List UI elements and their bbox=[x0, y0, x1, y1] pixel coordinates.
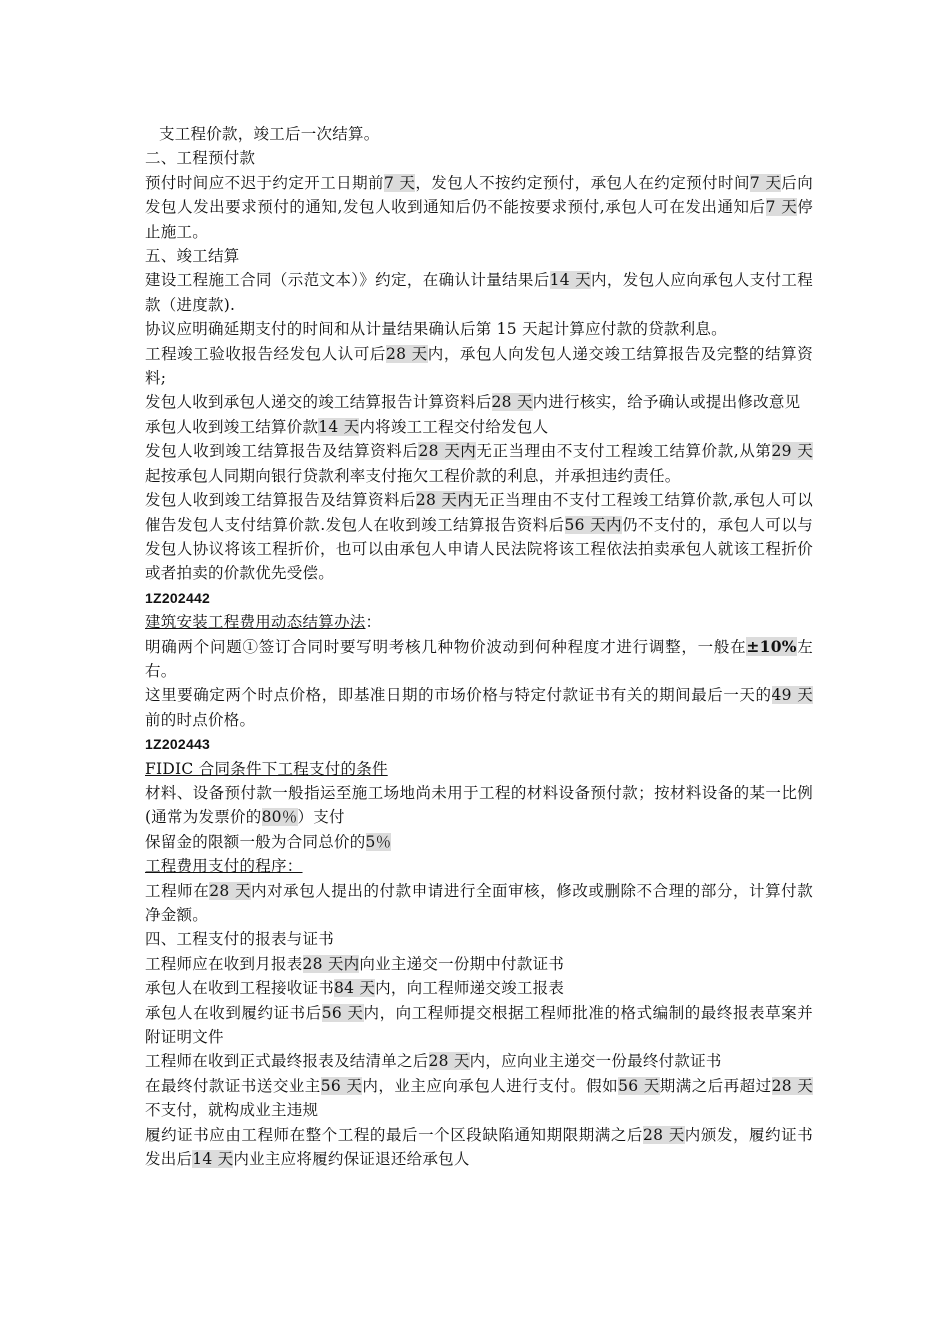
highlighted-value: 7 天 bbox=[765, 198, 798, 217]
text-run: 建设工程施工合同（示范文本）》约定，在确认计量结果后 bbox=[145, 271, 550, 290]
highlighted-value: 28 天内 bbox=[418, 442, 477, 461]
text-run: 这里要确定两个时点价格，即基准日期的市场价格与特定付款证书有关的期间最后一天的 bbox=[145, 686, 772, 705]
paragraph bbox=[145, 146, 813, 170]
highlighted-value: 49 天 bbox=[771, 686, 813, 705]
underlined-heading: FIDIC 合同条件下工程支付的条件 bbox=[145, 759, 388, 778]
text-run: 承包人收到竣工结算价款 bbox=[145, 417, 319, 436]
text-run: 承包人在收到履约证书后 bbox=[145, 1003, 322, 1022]
text-run: 内进行核实，给予确认或提出修改意见 bbox=[532, 393, 801, 412]
document-body bbox=[145, 122, 813, 1171]
text-run: 协议应明确延期支付的时间和从计量结果确认后第 15 天起计算应付款的贷款利息。 bbox=[145, 320, 727, 339]
paragraph bbox=[145, 757, 813, 781]
text-run: 1Z202443 bbox=[145, 736, 211, 753]
section-code bbox=[145, 732, 813, 756]
highlighted-value: 14 天 bbox=[549, 271, 592, 290]
highlighted-value: 84 天 bbox=[334, 979, 376, 998]
text-run: 1Z202442 bbox=[145, 589, 211, 606]
text-run: 发包人收到竣工结算报告及结算资料后 bbox=[145, 491, 416, 510]
paragraph bbox=[145, 1074, 813, 1123]
text-run: 工程师在 bbox=[145, 881, 210, 900]
text-run: 期满之后再超过 bbox=[659, 1076, 772, 1095]
text-run: 内对承包人提出的付款申请进行全面审核，修改或删除不合理的部分，计算付款净金额。 bbox=[145, 881, 813, 924]
paragraph bbox=[145, 854, 813, 878]
paragraph bbox=[145, 342, 813, 391]
section-code bbox=[145, 586, 813, 610]
text-run: 四、工程支付的报表与证书 bbox=[145, 930, 335, 949]
paragraph bbox=[145, 488, 813, 586]
text-run: 仍不支付的，承包人可以与发包人协议将该工程折价，也可以由承包人申请人民法院将该工程依法拍卖承包人就该工程折价或者拍卖的价款优先受偿。 bbox=[145, 515, 813, 583]
paragraph bbox=[145, 830, 813, 854]
highlighted-value: 56 天内 bbox=[564, 515, 622, 534]
highlighted-value: ±10% bbox=[746, 636, 797, 656]
paragraph bbox=[145, 976, 813, 1000]
text-run: 工程师应在收到月报表 bbox=[145, 954, 303, 973]
highlighted-value: 28 天 bbox=[428, 1052, 470, 1071]
text-run: 承包人在收到工程接收证书 bbox=[145, 979, 335, 998]
highlighted-value: 7 天 bbox=[749, 173, 782, 192]
paragraph bbox=[145, 171, 813, 244]
text-run: 履约证书应由工程师在整个工程的最后一个区段缺陷通知期限期满之后 bbox=[145, 1125, 643, 1144]
text-run: ，发包人不按约定预付，承包人在约定预付时间 bbox=[415, 173, 750, 192]
paragraph bbox=[145, 879, 813, 928]
highlighted-value: 80％ bbox=[261, 808, 298, 827]
highlighted-value: 28 天 bbox=[643, 1125, 685, 1144]
text-run: 发包人收到承包人递交的竣工结算报告计算资料后 bbox=[145, 393, 492, 412]
text-run: 内业主应将履约保证退还给承包人 bbox=[233, 1150, 470, 1169]
text-run: 向业主递交一份期中付款证书 bbox=[359, 954, 565, 973]
text-run: 预付时间应不迟于约定开工日期前 bbox=[145, 173, 384, 192]
text-run: 内，发包人应向承包人支付工程款（进度款). bbox=[145, 271, 813, 314]
paragraph bbox=[145, 439, 813, 488]
highlighted-value: 28 天 bbox=[385, 344, 428, 363]
paragraph bbox=[145, 317, 813, 341]
text-run: 不支付，就构成业主违规 bbox=[145, 1101, 319, 1120]
text-run: 在最终付款证书送交业主 bbox=[145, 1076, 321, 1095]
highlighted-value: 14 天 bbox=[192, 1150, 234, 1169]
text-run: ）支付 bbox=[297, 808, 345, 827]
paragraph bbox=[145, 268, 813, 317]
paragraph bbox=[145, 1001, 813, 1050]
text-run: 内，承包人向发包人递交竣工结算报告及完整的结算资料; bbox=[145, 344, 813, 388]
text-run: 无正当理由不支付工程竣工结算价款,承包人可以催告发包人支付结算价款.发包人在收到竣工结算报告资料后 bbox=[145, 491, 813, 534]
highlighted-value: 29 天 bbox=[771, 442, 813, 461]
text-run: 停止施工。 bbox=[145, 198, 814, 241]
text-run: 二、工程预付款 bbox=[145, 149, 256, 168]
paragraph bbox=[145, 1123, 813, 1172]
highlighted-value: 28 天 bbox=[771, 1076, 813, 1095]
paragraph bbox=[145, 122, 813, 146]
text-run: 左右。 bbox=[145, 637, 813, 680]
paragraph bbox=[145, 415, 813, 439]
text-run: 明确两个问题①签订合同时要写明考核几种物价波动到何种程度才进行调整，一般在 bbox=[145, 637, 747, 656]
highlighted-value: 14 天 bbox=[318, 417, 360, 436]
highlighted-value: 28 天 bbox=[491, 393, 533, 412]
highlighted-value: 28 天内 bbox=[302, 954, 360, 973]
paragraph bbox=[145, 927, 813, 951]
highlighted-value: 5％ bbox=[365, 832, 392, 851]
highlighted-value: 28 天 bbox=[209, 881, 252, 900]
text-run: 无正当理由不支付工程竣工结算价款,从第 bbox=[476, 442, 772, 461]
text-run: 后向发包人发出要求预付的通知,发包人收到通知后仍不能按要求预付,承包人可在发出通知后 bbox=[145, 173, 813, 217]
highlighted-value: 56 天 bbox=[618, 1076, 660, 1095]
highlighted-value: 7 天 bbox=[383, 173, 416, 192]
text-run: 内颁发，履约证书发出后 bbox=[145, 1125, 813, 1169]
text-run: 五、竣工结算 bbox=[145, 247, 240, 266]
text-run: 内，向工程师递交竣工报表 bbox=[375, 979, 565, 998]
text-run: 内，应向业主递交一份最终付款证书 bbox=[469, 1052, 722, 1071]
text-run: 支工程价款，竣工后一次结算。 bbox=[159, 125, 380, 143]
paragraph bbox=[145, 1049, 813, 1073]
underlined-heading: 工程费用支付的程序： bbox=[145, 857, 303, 876]
text-run: ： bbox=[365, 613, 382, 632]
paragraph bbox=[145, 390, 813, 414]
text-run: 工程竣工验收报告经发包人认可后 bbox=[145, 344, 386, 363]
text-run: 发包人收到竣工结算报告及结算资料后 bbox=[145, 442, 419, 461]
text-run: 内将竣工工程交付给发包人 bbox=[359, 417, 549, 436]
paragraph bbox=[145, 781, 813, 830]
highlighted-value: 56 天 bbox=[321, 1003, 364, 1022]
paragraph bbox=[145, 244, 813, 268]
underlined-heading: 建筑安装工程费用动态结算办法 bbox=[145, 613, 366, 632]
text-run: 材料、设备预付款一般指运至施工场地尚未用于工程的材料设备预付款；按材料设备的某一比例(通常为发票价的 bbox=[145, 783, 813, 827]
text-run: 前的时点价格。 bbox=[145, 710, 256, 729]
text-run: 工程师在收到正式最终报表及结清单之后 bbox=[145, 1052, 429, 1071]
paragraph bbox=[145, 610, 813, 634]
text-run: 内，业主应向承包人进行支付。假如 bbox=[362, 1076, 619, 1095]
paragraph bbox=[145, 635, 813, 684]
text-run: 保留金的限额一般为合同总价的 bbox=[145, 832, 366, 851]
highlighted-value: 28 天内 bbox=[415, 491, 474, 510]
text-run: 起按承包人同期向银行贷款利率支付拖欠工程价款的利息，并承担违约责任。 bbox=[145, 466, 681, 485]
highlighted-value: 56 天 bbox=[320, 1076, 363, 1095]
text-run: 内，向工程师提交根据工程师批准的格式编制的最终报表草案并附证明文件 bbox=[145, 1003, 813, 1047]
paragraph bbox=[145, 683, 813, 732]
paragraph bbox=[145, 952, 813, 976]
